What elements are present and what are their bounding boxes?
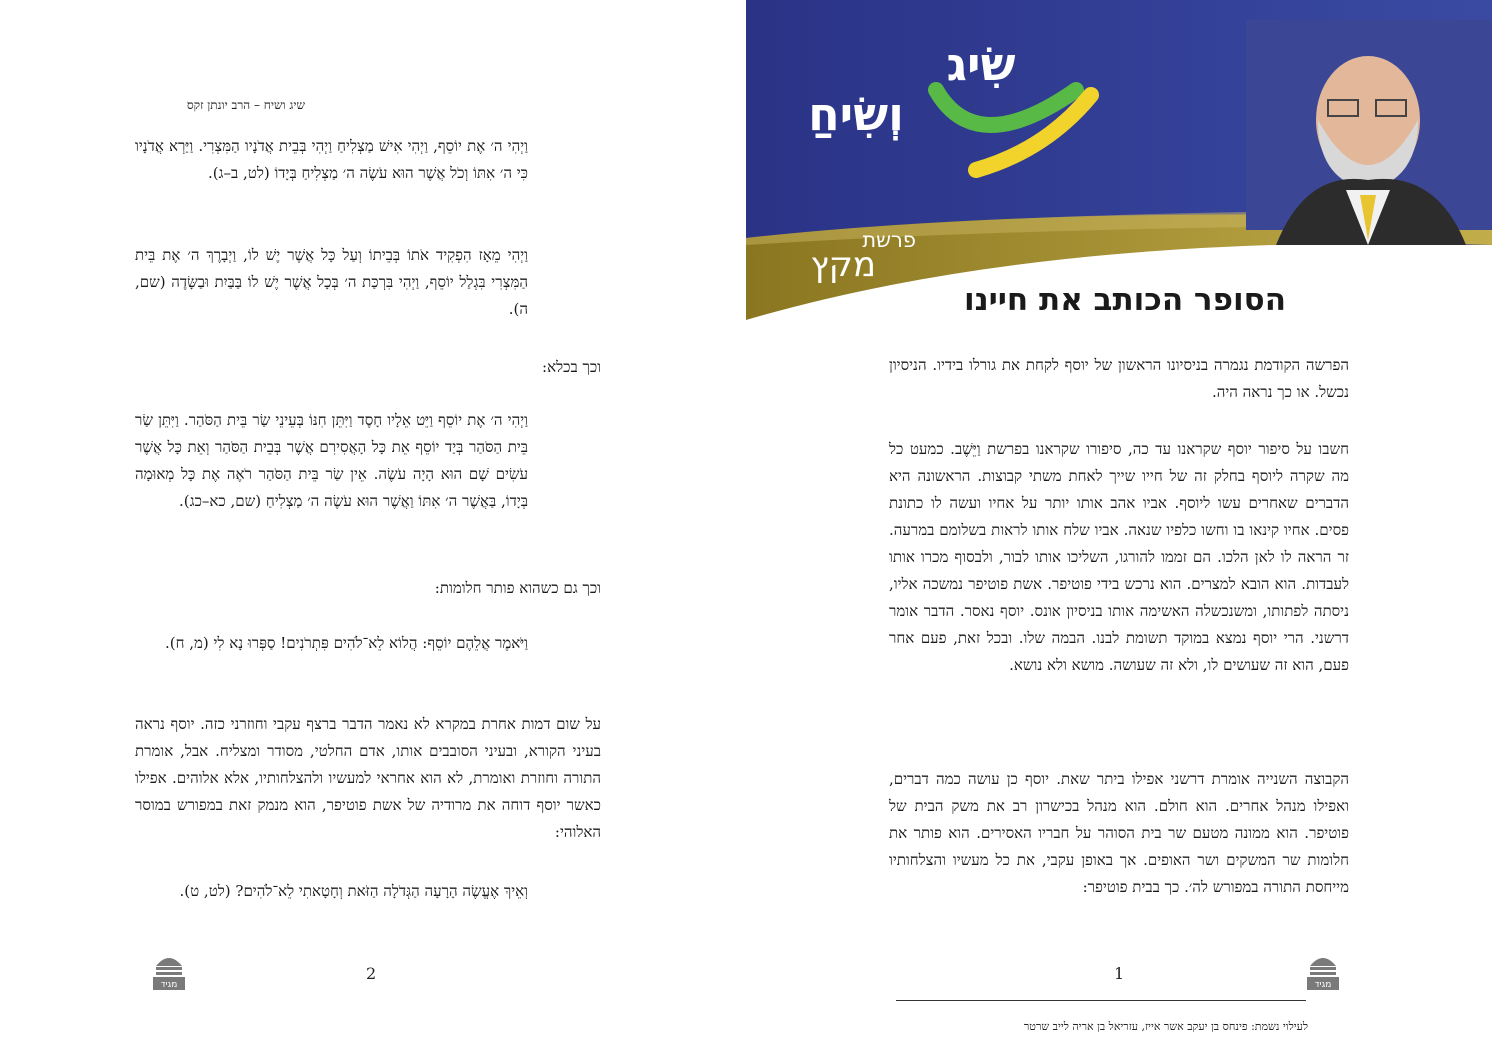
author-portrait (1246, 20, 1492, 245)
logo-line2: וְשִׂיחַ (808, 87, 904, 141)
quote-block: וְאֵיךְ אֶעֱשֶׂה הָרָעָה הַגְּדֹלָה הַזֹּאת וְחָטָאתִי לֵא־לֹהִים? (לט, ט). (179, 882, 528, 900)
right-page (746, 0, 1492, 1058)
publisher-logo (150, 950, 188, 992)
footer-rule (896, 1000, 1306, 1001)
parsha-name: מקץ (810, 245, 876, 285)
quote-block: וַיְהִי ה׳ אֶת יוֹסֵף וַיֵּט אֵלָיו חָסֶד וַיִּתֵּן חִנּוֹ בְּעֵינֵי שַׂר בֵּית הַסֹּהַר. וַיִּתֵּן שַׂר בֵּית הַסֹּהַר בְּיַד יוֹסֵף אֵת כָּל הָאֲסִירִם אֲשֶׁר בְּבֵית הַסֹּהַר וְאֵת כָּל אֲשֶׁר עֹשִׂים שָׁם הוּא הָיָה עֹשֶׂה. אֵין שַׂר בֵּית הַסֹּהַר רֹאֶה אֶת כָּל מְאוּמָה בְּיָדוֹ, בַּאֲשֶׁר ה׳ אִתּוֹ וַאֲשֶׁר הוּא עֹשֶׂה ה׳ מַצְלִיחַ (שם, כא–כג). (135, 411, 528, 510)
quote-block: וַיְהִי מֵאָז הִפְקִיד אֹתוֹ בְּבֵיתוֹ וְעַל כָּל אֲשֶׁר יֶשׁ לוֹ, וַיְבָרֶךְ ה׳ אֶת בֵּית הַמִּצְרִי בִּגְלַל יוֹסֵף, וַיְהִי בִּרְכַּת ה׳ בְּכָל אֲשֶׁר יֶשׁ לוֹ בַּבַּיִת וּבַשָּׂדֶה (שם, ה). (135, 246, 528, 318)
intro-line: וכך בכלא: (542, 358, 601, 376)
body-paragraph: הפרשה הקודמת נגמרה בניסיונו הראשון של יוסף לקחת את גורלו בידיו. הניסיון נכשל. או כך נראה היה. (889, 356, 1349, 401)
article-title: הסופר הכותב את חיינו (963, 282, 1286, 318)
dedication: לעילוי נשמת: פינחס בן יעקב אשר אייז, עזריאל בן אריה לייב שרטר (1023, 1020, 1308, 1033)
publisher-logo-text: מגיד (1314, 980, 1332, 990)
publisher-logo-text: מגיד (160, 980, 178, 990)
logo-line1: שִׂיג (946, 37, 1016, 91)
intro-line: וכך גם כשהוא פותר חלומות: (434, 579, 601, 597)
page-number: 1 (1114, 964, 1125, 983)
body-paragraph: על שום דמות אחרת במקרא לא נאמר הדבר ברצף עקבי וחוזרני כזה. יוסף נראה בעיני הקורא, ובעיני הסובבים אותו, אדם החלטי, מסודר ומצליח. אבל, אומרת התורה וחוזרת ואומרת, לא הוא אחראי למעשיו ולהצלחותיו, אלא אלוהים. אפילו כאשר יוסף דוחה את מרודיה של אשת פוטיפר, הוא מנמק זאת במפורש במוסר האלוהי: (135, 715, 601, 841)
page-number: 2 (366, 964, 377, 983)
parsha-label: פרשת (862, 228, 916, 252)
running-header: שיג ושיח – הרב יונתן זקס (186, 98, 305, 112)
quote-block: וַיֹּאמֶר אֲלֵהֶם יוֹסֵף: הֲלוֹא לֵא־לֹהִים פִּתְרֹנִים! סַפְּרוּ נָא לִי (מ, ח). (164, 634, 528, 652)
body-paragraph: הקבוצה השנייה אומרת דרשני אפילו ביתר שאת. יוסף כן עושה כמה דברים, ואפילו מנהל אחרים. הוא חולם. הוא מנהל בכישרון רב את משק הבית של פוטיפר. הוא ממונה מטעם שר בית הסוהר על חבריו האסירים. הוא פותר את חלומות שר המשקים ושר האופים. אך באופן עקבי, את כל מעשיו והצלחותיו מייחסת התורה במפורש לה׳. כך בבית פוטיפר: (889, 770, 1349, 896)
quote-block: וַיְהִי ה׳ אֶת יוֹסֵף, וַיְהִי אִישׁ מַצְלִיחַ וַיְהִי בְּבֵית אֲדֹנָיו הַמִּצְרִי. וַיַּרְא אֲדֹנָיו כִּי ה׳ אִתּוֹ וְכֹל אֲשֶׁר הוּא עֹשֶׂה ה׳ מַצְלִיחַ בְּיָדוֹ (לט, ב–ג). (135, 137, 528, 182)
publisher-logo (1304, 950, 1342, 992)
body-paragraph: חשבו על סיפור יוסף שקראנו עד כה, סיפורו שקראנו בפרשת וַיֵּשֶׁב. כמעט כל מה שקרה ליוסף בחלק זה של חייו שייך לאחת משתי קבוצות. הראשונה היא הדברים שאחרים עשו ליוסף. אביו אהב אותו יותר על אחיו ועשה לו כתונת פסים. אחיו קינאו בו וחשו כלפיו שנאה. אביו שלח אותו לראות בשלומם במרעה. זר הראה לו לאן הלכו. הם זממו להורגו, השליכו אותו לבור, ולבסוף מכרו אותו לעבדות. הוא הובא למצרים. הוא נרכש בידי פוטיפר. אשת פוטיפר נמשכה אליו, ניסתה לפתותו, ומשנכשלה האשימה אותו בניסיון אונס. יוסף נאסר. הדבר אומר דרשני. הרי יוסף נמצא במוקד תשומת לבנו. הבמה שלו. ובכל זאת, פעם אחר פעם, הוא זה שעושים לו, ולא זה שעושה. מושא ולא נושא. (889, 440, 1349, 674)
